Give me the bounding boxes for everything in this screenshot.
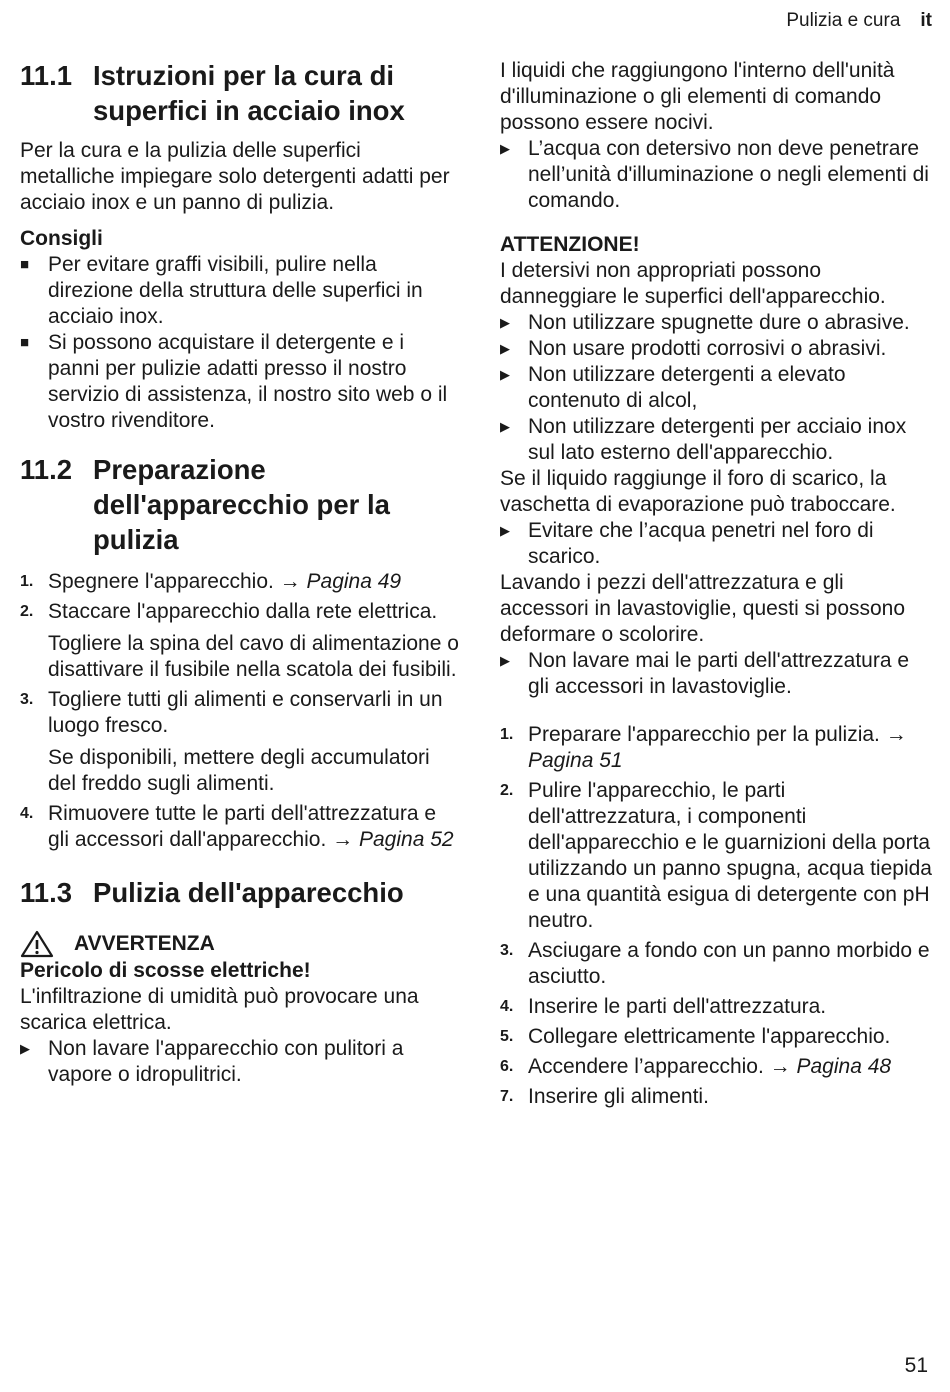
triangle-bullet-icon: ▶ [500, 523, 510, 538]
triangle-bullet-icon: ▶ [20, 1041, 30, 1056]
page-header [786, 10, 932, 32]
step-item: 1. Spegnere l'apparecchio. → Pagina 49 [20, 570, 402, 593]
header-language: it [920, 10, 932, 31]
attention-text: I detersivi non appropriati possono danneggiare le superfici dell'apparecchio. [500, 259, 886, 308]
section-title: Pulizia dell'apparecchio [93, 877, 404, 908]
page-reference-link[interactable]: → Pagina 49 [279, 570, 402, 593]
section-number: 11.2 [20, 454, 73, 485]
attention-label: ATTENZIONE! [500, 233, 640, 256]
triangle-bullet-icon: ▶ [500, 341, 510, 356]
warning-text: L'infiltrazione di umidità può provocare una scarica elettrica. [20, 985, 419, 1034]
triangle-bullet-icon: ▶ [500, 653, 510, 668]
section-title: Istruzioni per la cura di superfici in acciaio inox [93, 60, 405, 126]
attention-action: ▶ Evitare che l’acqua penetri nel foro di scarico. [500, 519, 874, 568]
page-reference-link[interactable]: → Pagina 48 [769, 1055, 892, 1078]
page-reference-link[interactable]: → Pagina 52 [332, 828, 454, 851]
triangle-bullet-icon: ▶ [500, 419, 510, 434]
preparation-steps [20, 569, 460, 853]
square-bullet-icon: ■ [20, 256, 30, 273]
warning-continuation-text: I liquidi che raggiungono l'interno dell'unità d'illuminazione o gli elementi di comando possono essere nocivi. [500, 59, 895, 134]
attention-text: Se il liquido raggiunge il foro di scarico, la vaschetta di evaporazione può traboccare. [500, 467, 896, 516]
warning-label: AVVERTENZA [20, 930, 460, 958]
step-note: Se disponibili, mettere degli accumulatori del freddo sugli alimenti. [48, 746, 430, 795]
attention-action: ▶ Non usare prodotti corrosivi o abrasivi. [500, 337, 887, 360]
page-number: 51 [904, 1354, 928, 1377]
page-reference-link[interactable]: → Pagina 51 [528, 723, 907, 772]
section-title: Preparazione dell'apparecchio per la pulizia [93, 454, 390, 555]
section-11-3-heading [20, 875, 460, 910]
step-item: 4. Inserire le parti dell'attrezzatura. [500, 995, 827, 1018]
warning-action: ▶ Non lavare l'apparecchio con pulitori a vapore o idropulitrici. [20, 1037, 404, 1086]
tips-heading: Consigli [20, 227, 103, 250]
step-note: Togliere la spina del cavo di alimentazione o disattivare il fusibile nella scatola dei fusibili. [48, 632, 459, 681]
warning-box [20, 930, 460, 1088]
step-item: 1. Preparare l'apparecchio per la pulizia. → Pagina 51 [500, 723, 907, 772]
step-item: 5. Collegare elettricamente l'apparecchio. [500, 1025, 891, 1048]
section-11-2-heading [20, 452, 460, 557]
cleaning-steps [500, 722, 932, 1110]
step-item: 4. Rimuovere tutte le parti dell'attrezzatura e gli accessori dall'apparecchio. → Pagina 52 [20, 802, 454, 851]
attention-action: ▶ Non utilizzare spugnette dure o abrasive. [500, 311, 910, 334]
step-item: 2. Pulire l'apparecchio, le parti dell'attrezzatura, i componenti dell'apparecchio e le guarnizioni della porta utilizzando un panno spugna, acqua tiepida e una quantità esigua di detergente con pH neutro. [500, 779, 932, 932]
right-column [500, 58, 932, 1110]
square-bullet-icon: ■ [20, 334, 30, 351]
triangle-bullet-icon: ▶ [500, 141, 510, 156]
list-item: ■ Per evitare graffi visibili, pulire nella direzione della struttura delle superfici in acciaio inox. [20, 253, 423, 328]
left-column [20, 58, 460, 1088]
step-item: 3. Togliere tutti gli alimenti e conservarli in un luogo fresco. [20, 688, 443, 737]
attention-action: ▶ Non utilizzare detergenti a elevato contenuto di alcol, [500, 363, 846, 412]
section-11-1-intro: Per la cura e la pulizia delle superfici metalliche impiegare solo detergenti adatti per acciaio inox e un panno di pulizia. [20, 139, 450, 214]
warning-action: ▶ L’acqua con detersivo non deve penetrare nell’unità d'illuminazione o negli elementi di comando. [500, 137, 929, 212]
warning-subtitle: Pericolo di scosse elettriche! [20, 959, 311, 982]
triangle-bullet-icon: ▶ [500, 367, 510, 382]
attention-action: ▶ Non lavare mai le parti dell'attrezzatura e gli accessori in lavastoviglie. [500, 649, 910, 698]
warning-triangle-icon [20, 930, 54, 958]
attention-action: ▶ Non utilizzare detergenti per acciaio inox sul lato esterno dell'apparecchio. [500, 415, 907, 464]
step-item: 6. Accendere l’apparecchio. → Pagina 48 [500, 1055, 892, 1078]
section-number: 11.1 [20, 60, 73, 91]
section-11-1-heading [20, 58, 460, 128]
step-item: 2. Staccare l'apparecchio dalla rete elettrica. [20, 600, 438, 623]
attention-text: Lavando i pezzi dell'attrezzatura e gli accessori in lavastoviglie, questi si possono deformare o scolorire. [500, 571, 906, 646]
list-item: ■ Si possono acquistare il detergente e i panni per pulizie adatti presso il nostro servizio di assistenza, il nostro sito web o il vostro rivenditore. [20, 331, 448, 432]
step-item: 3. Asciugare a fondo con un panno morbido e asciutto. [500, 939, 930, 988]
header-section: Pulizia e cura [786, 10, 901, 31]
triangle-bullet-icon: ▶ [500, 315, 510, 330]
section-number: 11.3 [20, 877, 73, 908]
step-item: 7. Inserire gli alimenti. [500, 1085, 709, 1108]
tips-list [20, 252, 460, 434]
